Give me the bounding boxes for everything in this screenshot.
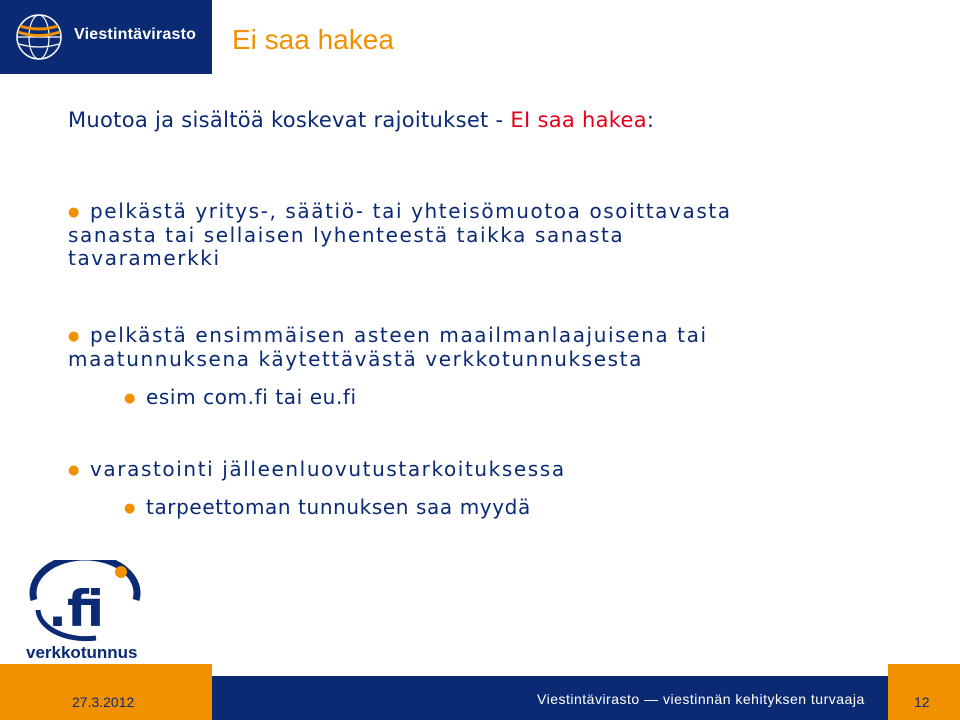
subtitle [68, 108, 654, 132]
bullet-dot-icon: ● [68, 463, 81, 478]
footer-left-block [0, 664, 212, 720]
bullet-dot-icon: ● [68, 329, 81, 344]
subtitle-suffix: : [646, 108, 655, 132]
bullet-line: tavaramerkki [68, 246, 221, 270]
fi-mark: .fi [48, 580, 105, 638]
brand-name: Viestintävirasto [74, 26, 197, 43]
logo-caption: verkkotunnus [26, 643, 138, 660]
footer-text: Viestintävirasto — viestinnän kehityksen turvaaja [537, 691, 865, 707]
bullet-item [68, 200, 928, 270]
bullet-item [68, 324, 928, 371]
sub-bullet-item: ● esim com.fi tai eu.fi [124, 385, 357, 409]
subtitle-prefix: Muotoa ja sisältöä koskevat rajoitukset - [68, 108, 511, 132]
fi-verkkotunnus-logo [26, 560, 146, 660]
subtitle-highlight: EI saa hakea [510, 108, 647, 132]
page-number: 12 [914, 694, 930, 710]
page-title: Ei saa hakea [232, 24, 394, 55]
globe-icon [14, 12, 64, 62]
bullet-item [68, 458, 928, 482]
footer-right-block [888, 664, 960, 720]
bullet-line: ● varastointi jälleenluovutustarkoituksessa [68, 457, 566, 481]
bullet-dot-icon: ● [124, 391, 136, 406]
footer-date: 27.3.2012 [72, 694, 135, 710]
bullet-dot-icon: ● [68, 205, 81, 220]
bullet-dot-icon: ● [124, 501, 136, 516]
bullet-line: maatunnuksena käytettävästä verkkotunnuksesta [68, 347, 643, 371]
bullet-line: ● pelkästä yritys-, säätiö- tai yhteisömuotoa osoittavasta [68, 199, 732, 223]
header-logo-box [0, 0, 212, 74]
sub-bullet-item: ● tarpeettoman tunnuksen saa myydä [124, 495, 531, 519]
bullet-line: ● pelkästä ensimmäisen asteen maailmanlaajuisena tai [68, 323, 708, 347]
bullet-line: sanasta tai sellaisen lyhenteestä taikka sanasta [68, 223, 625, 247]
